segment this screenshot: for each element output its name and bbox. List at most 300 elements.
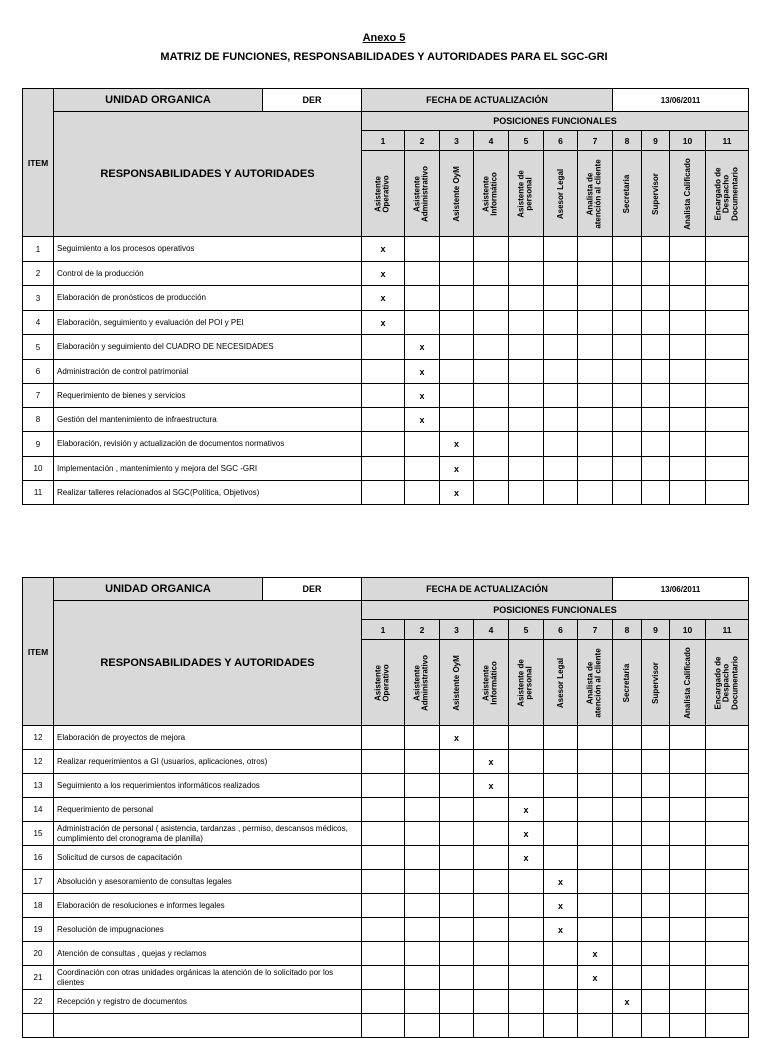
row-mark-cell	[405, 822, 440, 846]
row-mark-cell	[362, 870, 405, 894]
row-mark-cell	[613, 774, 642, 798]
row-mark-cell	[706, 432, 749, 457]
row-mark-cell	[642, 870, 670, 894]
table-row	[23, 311, 749, 335]
row-mark-cell	[405, 750, 440, 774]
row-mark-cell	[509, 966, 544, 990]
table-row	[23, 942, 749, 966]
row-item-number: 22	[23, 990, 54, 1014]
row-mark-cell	[670, 798, 706, 822]
row-description: Control de la producción	[54, 262, 362, 286]
row-mark-cell	[670, 384, 706, 408]
row-mark-cell	[474, 384, 509, 408]
row-mark-cell	[474, 408, 509, 432]
row-mark-cell	[440, 942, 474, 966]
row-item-number: 4	[23, 311, 54, 335]
table-row	[23, 750, 749, 774]
row-mark-cell	[405, 942, 440, 966]
row-mark-cell	[544, 990, 578, 1014]
row-mark-cell	[440, 870, 474, 894]
row-mark-cell	[578, 846, 613, 870]
row-description: Resolución de impugnaciones	[54, 918, 362, 942]
position-number-2: 2	[405, 131, 440, 151]
row-mark-cell	[706, 360, 749, 384]
row-item-number: 14	[23, 798, 54, 822]
row-mark-cell	[474, 481, 509, 505]
row-mark-cell: x	[474, 750, 509, 774]
row-mark-cell: x	[440, 432, 474, 457]
row-mark-cell	[670, 1014, 706, 1038]
row-mark-cell	[362, 1014, 405, 1038]
table-row	[23, 457, 749, 481]
row-item-number: 13	[23, 774, 54, 798]
row-mark-cell	[706, 457, 749, 481]
row-mark-cell	[706, 335, 749, 360]
row-mark-cell	[509, 335, 544, 360]
row-mark-cell	[544, 774, 578, 798]
row-mark-cell	[706, 408, 749, 432]
row-mark-cell: x	[405, 408, 440, 432]
row-mark-cell	[613, 966, 642, 990]
row-mark-cell	[544, 335, 578, 360]
row-mark-cell	[642, 990, 670, 1014]
position-number-11: 11	[706, 131, 749, 151]
row-mark-cell	[362, 432, 405, 457]
row-mark-cell	[440, 237, 474, 262]
table-row	[23, 822, 749, 846]
row-mark-cell	[440, 311, 474, 335]
row-mark-cell	[544, 262, 578, 286]
table-row	[23, 237, 749, 262]
row-mark-cell	[642, 918, 670, 942]
row-mark-cell	[509, 750, 544, 774]
row-description: Elaboración de pronósticos de producción	[54, 286, 362, 311]
row-mark-cell	[405, 726, 440, 750]
row-mark-cell	[670, 262, 706, 286]
row-mark-cell	[613, 335, 642, 360]
row-item-number: 11	[23, 481, 54, 505]
row-mark-cell: x	[509, 822, 544, 846]
row-mark-cell	[440, 798, 474, 822]
row-description: Administración de personal ( asistencia, tardanzas , permiso, descansos médicos, cumplimiento del cronograma de planilla)	[54, 822, 362, 846]
row-mark-cell: x	[440, 481, 474, 505]
table-row	[23, 481, 749, 505]
position-number-3: 3	[440, 131, 474, 151]
row-mark-cell	[509, 237, 544, 262]
row-mark-cell	[405, 262, 440, 286]
row-mark-cell	[509, 942, 544, 966]
position-number-7: 7	[578, 620, 613, 640]
row-mark-cell	[670, 360, 706, 384]
row-mark-cell	[613, 870, 642, 894]
table-row	[23, 798, 749, 822]
row-description: Elaboración y seguimiento del CUADRO DE NECESIDADES	[54, 335, 362, 360]
position-name-6: Asesor Legal	[544, 640, 578, 726]
row-description: Seguimiento a los procesos operativos	[54, 237, 362, 262]
row-mark-cell	[706, 750, 749, 774]
row-mark-cell	[544, 432, 578, 457]
update-date-label: FECHA DE ACTUALIZACIÓN	[362, 89, 613, 112]
row-mark-cell	[670, 237, 706, 262]
row-mark-cell	[613, 942, 642, 966]
row-mark-cell	[613, 894, 642, 918]
row-mark-cell	[642, 726, 670, 750]
row-mark-cell	[613, 750, 642, 774]
row-mark-cell	[362, 774, 405, 798]
row-mark-cell: x	[440, 726, 474, 750]
row-mark-cell	[578, 408, 613, 432]
row-mark-cell	[509, 726, 544, 750]
row-mark-cell	[578, 726, 613, 750]
row-item-number: 20	[23, 942, 54, 966]
row-mark-cell	[509, 990, 544, 1014]
row-mark-cell	[578, 286, 613, 311]
row-mark-cell	[613, 262, 642, 286]
update-date-value: 13/06/2011	[613, 89, 749, 112]
row-mark-cell	[440, 384, 474, 408]
row-mark-cell	[362, 918, 405, 942]
position-number-3: 3	[440, 620, 474, 640]
row-description: Elaboración, revisión y actualización de documentos normativos	[54, 432, 362, 457]
row-mark-cell	[509, 774, 544, 798]
table-row	[23, 990, 749, 1014]
row-mark-cell	[405, 990, 440, 1014]
row-mark-cell	[670, 481, 706, 505]
row-mark-cell	[405, 481, 440, 505]
row-description: Absolución y asesoramiento de consultas legales	[54, 870, 362, 894]
row-mark-cell	[613, 726, 642, 750]
row-mark-cell	[544, 798, 578, 822]
row-mark-cell: x	[509, 846, 544, 870]
row-mark-cell: x	[405, 335, 440, 360]
row-mark-cell	[544, 237, 578, 262]
row-mark-cell	[544, 846, 578, 870]
row-mark-cell: x	[405, 360, 440, 384]
row-mark-cell	[670, 942, 706, 966]
row-mark-cell	[670, 894, 706, 918]
row-mark-cell	[362, 335, 405, 360]
row-mark-cell	[670, 457, 706, 481]
row-item-number: 15	[23, 822, 54, 846]
unit-label: UNIDAD ORGANICA	[105, 94, 211, 106]
row-mark-cell	[613, 1014, 642, 1038]
row-description	[54, 1014, 362, 1038]
row-mark-cell	[578, 335, 613, 360]
row-item-number: 9	[23, 432, 54, 457]
row-description: Gestión del mantenimiento de infraestructura	[54, 408, 362, 432]
row-mark-cell	[440, 774, 474, 798]
row-mark-cell	[544, 1014, 578, 1038]
row-mark-cell	[613, 846, 642, 870]
row-mark-cell: x	[362, 262, 405, 286]
row-mark-cell	[509, 408, 544, 432]
unit-label: UNIDAD ORGANICA	[105, 583, 211, 595]
position-number-6: 6	[544, 131, 578, 151]
row-mark-cell	[578, 311, 613, 335]
row-mark-cell	[474, 286, 509, 311]
row-description: Seguimiento a los requerimientos informáticos realizados	[54, 774, 362, 798]
row-mark-cell	[642, 822, 670, 846]
row-item-number: 19	[23, 918, 54, 942]
row-mark-cell	[362, 846, 405, 870]
position-name-9: Supervisor	[642, 151, 670, 237]
row-mark-cell	[578, 774, 613, 798]
position-name-11: Encargado de Despacho Documentario	[706, 640, 749, 726]
position-number-1: 1	[362, 620, 405, 640]
row-mark-cell: x	[362, 286, 405, 311]
row-mark-cell	[706, 894, 749, 918]
row-mark-cell	[474, 335, 509, 360]
position-number-7: 7	[578, 131, 613, 151]
row-mark-cell	[578, 798, 613, 822]
row-mark-cell	[474, 432, 509, 457]
table-row	[23, 870, 749, 894]
row-mark-cell	[509, 870, 544, 894]
position-number-5: 5	[509, 131, 544, 151]
row-mark-cell	[474, 822, 509, 846]
row-item-number: 10	[23, 457, 54, 481]
row-mark-cell	[642, 798, 670, 822]
row-item-number: 21	[23, 966, 54, 990]
row-mark-cell	[509, 311, 544, 335]
row-mark-cell	[578, 990, 613, 1014]
position-number-5: 5	[509, 620, 544, 640]
row-mark-cell	[405, 432, 440, 457]
row-mark-cell	[670, 335, 706, 360]
row-mark-cell	[405, 870, 440, 894]
row-mark-cell	[544, 726, 578, 750]
row-mark-cell	[440, 262, 474, 286]
row-mark-cell: x	[362, 237, 405, 262]
row-mark-cell	[405, 237, 440, 262]
row-mark-cell	[642, 311, 670, 335]
row-mark-cell	[509, 894, 544, 918]
row-mark-cell	[706, 1014, 749, 1038]
row-mark-cell	[578, 481, 613, 505]
update-date-value: 13/06/2011	[613, 578, 749, 601]
position-number-6: 6	[544, 620, 578, 640]
row-description: Atención de consultas , quejas y reclamos	[54, 942, 362, 966]
row-mark-cell	[670, 918, 706, 942]
row-mark-cell	[578, 237, 613, 262]
position-number-8: 8	[613, 620, 642, 640]
row-mark-cell	[706, 774, 749, 798]
responsibilities-header: RESPONSABILIDADES Y AUTORIDADES	[54, 601, 362, 726]
table-row	[23, 360, 749, 384]
row-mark-cell: x	[544, 894, 578, 918]
row-item-number: 6	[23, 360, 54, 384]
row-mark-cell	[670, 726, 706, 750]
row-mark-cell	[440, 408, 474, 432]
row-mark-cell	[578, 360, 613, 384]
row-mark-cell: x	[578, 966, 613, 990]
row-item-number: 16	[23, 846, 54, 870]
row-mark-cell	[642, 360, 670, 384]
row-mark-cell: x	[613, 990, 642, 1014]
row-mark-cell	[642, 457, 670, 481]
table-row	[23, 384, 749, 408]
position-name-2: Asistente Administrativo	[405, 151, 440, 237]
row-mark-cell	[706, 237, 749, 262]
row-mark-cell	[642, 1014, 670, 1038]
row-mark-cell	[362, 408, 405, 432]
position-name-8: Secretaria	[613, 151, 642, 237]
row-mark-cell	[405, 774, 440, 798]
row-mark-cell	[613, 237, 642, 262]
row-mark-cell	[706, 990, 749, 1014]
row-mark-cell	[642, 966, 670, 990]
row-mark-cell	[642, 942, 670, 966]
row-mark-cell	[509, 432, 544, 457]
row-mark-cell	[474, 846, 509, 870]
row-mark-cell	[544, 750, 578, 774]
row-mark-cell	[613, 408, 642, 432]
row-mark-cell	[670, 432, 706, 457]
row-mark-cell	[474, 990, 509, 1014]
row-mark-cell	[578, 262, 613, 286]
row-item-number: 17	[23, 870, 54, 894]
row-mark-cell	[544, 311, 578, 335]
table-row	[23, 335, 749, 360]
row-mark-cell	[474, 262, 509, 286]
row-description: Elaboración de proyectos de mejora	[54, 726, 362, 750]
row-mark-cell	[578, 384, 613, 408]
row-mark-cell	[362, 384, 405, 408]
row-mark-cell: x	[474, 774, 509, 798]
position-number-9: 9	[642, 620, 670, 640]
row-mark-cell	[613, 918, 642, 942]
row-mark-cell	[474, 1014, 509, 1038]
row-mark-cell	[509, 918, 544, 942]
position-name-7: Analista de atención al cliente	[578, 151, 613, 237]
row-mark-cell	[706, 384, 749, 408]
row-mark-cell	[474, 360, 509, 384]
row-mark-cell	[474, 966, 509, 990]
position-name-9: Supervisor	[642, 640, 670, 726]
position-number-8: 8	[613, 131, 642, 151]
row-mark-cell	[405, 798, 440, 822]
row-mark-cell	[362, 457, 405, 481]
row-mark-cell	[706, 286, 749, 311]
unit-header	[54, 89, 362, 112]
row-description: Realizar requerimientos a GI (usuarios, aplicaciones, otros)	[54, 750, 362, 774]
row-mark-cell: x	[544, 870, 578, 894]
row-mark-cell	[544, 822, 578, 846]
table-row	[23, 1014, 749, 1038]
row-mark-cell	[578, 457, 613, 481]
row-mark-cell	[509, 457, 544, 481]
position-name-3: Asistente OyM	[440, 151, 474, 237]
row-item-number	[23, 1014, 54, 1038]
position-name-10: Analista Calificado	[670, 640, 706, 726]
position-number-10: 10	[670, 620, 706, 640]
row-item-number: 5	[23, 335, 54, 360]
table-row	[23, 894, 749, 918]
position-name-5: Asistente de personal	[509, 151, 544, 237]
row-mark-cell	[706, 870, 749, 894]
row-mark-cell	[362, 990, 405, 1014]
row-mark-cell	[362, 822, 405, 846]
row-mark-cell	[613, 822, 642, 846]
row-mark-cell	[440, 822, 474, 846]
row-mark-cell	[544, 286, 578, 311]
row-description: Implementación , mantenimiento y mejora del SGC -GRI	[54, 457, 362, 481]
row-mark-cell	[642, 262, 670, 286]
row-mark-cell	[474, 894, 509, 918]
position-name-11: Encargado de Despacho Documentario	[706, 151, 749, 237]
unit-header	[54, 578, 362, 601]
row-mark-cell	[544, 966, 578, 990]
row-item-number: 12	[23, 750, 54, 774]
position-name-10: Analista Calificado	[670, 151, 706, 237]
row-mark-cell	[706, 798, 749, 822]
table-row	[23, 432, 749, 457]
position-name-7: Analista de atención al cliente	[578, 640, 613, 726]
row-mark-cell	[362, 894, 405, 918]
row-description: Elaboración de resoluciones e informes legales	[54, 894, 362, 918]
row-mark-cell	[405, 1014, 440, 1038]
annex-label: Anexo 5	[362, 32, 406, 44]
row-mark-cell	[440, 966, 474, 990]
position-number-2: 2	[405, 620, 440, 640]
row-mark-cell	[544, 360, 578, 384]
table-row	[23, 408, 749, 432]
row-mark-cell	[474, 237, 509, 262]
row-mark-cell	[474, 457, 509, 481]
row-mark-cell	[706, 262, 749, 286]
row-mark-cell	[670, 846, 706, 870]
row-mark-cell	[642, 237, 670, 262]
row-mark-cell	[362, 726, 405, 750]
row-mark-cell	[706, 918, 749, 942]
row-item-number: 1	[23, 237, 54, 262]
row-mark-cell	[362, 942, 405, 966]
document-title: MATRIZ DE FUNCIONES, RESPONSABILIDADES Y AUTORIDADES PARA EL SGC-GRI	[160, 51, 608, 63]
row-mark-cell	[405, 457, 440, 481]
row-description: Administración de control patrimonial	[54, 360, 362, 384]
row-mark-cell	[578, 822, 613, 846]
row-mark-cell	[670, 990, 706, 1014]
position-number-4: 4	[474, 131, 509, 151]
row-mark-cell	[509, 262, 544, 286]
position-number-4: 4	[474, 620, 509, 640]
row-mark-cell	[405, 918, 440, 942]
row-mark-cell	[362, 750, 405, 774]
row-mark-cell	[613, 360, 642, 384]
row-mark-cell	[578, 1014, 613, 1038]
row-mark-cell	[670, 966, 706, 990]
row-mark-cell	[670, 286, 706, 311]
table-row	[23, 774, 749, 798]
row-mark-cell	[706, 726, 749, 750]
row-mark-cell	[670, 750, 706, 774]
row-mark-cell	[509, 481, 544, 505]
row-mark-cell	[670, 774, 706, 798]
row-mark-cell: x	[578, 942, 613, 966]
row-mark-cell	[613, 311, 642, 335]
row-description: Elaboración, seguimiento y evaluación del POI y PEI	[54, 311, 362, 335]
row-mark-cell	[670, 822, 706, 846]
row-mark-cell	[405, 286, 440, 311]
row-mark-cell	[578, 918, 613, 942]
positions-header: POSICIONES FUNCIONALES	[362, 601, 749, 620]
row-item-number: 18	[23, 894, 54, 918]
position-name-5: Asistente de personal	[509, 640, 544, 726]
row-mark-cell	[509, 360, 544, 384]
row-mark-cell	[440, 894, 474, 918]
row-mark-cell	[613, 432, 642, 457]
row-mark-cell	[440, 335, 474, 360]
